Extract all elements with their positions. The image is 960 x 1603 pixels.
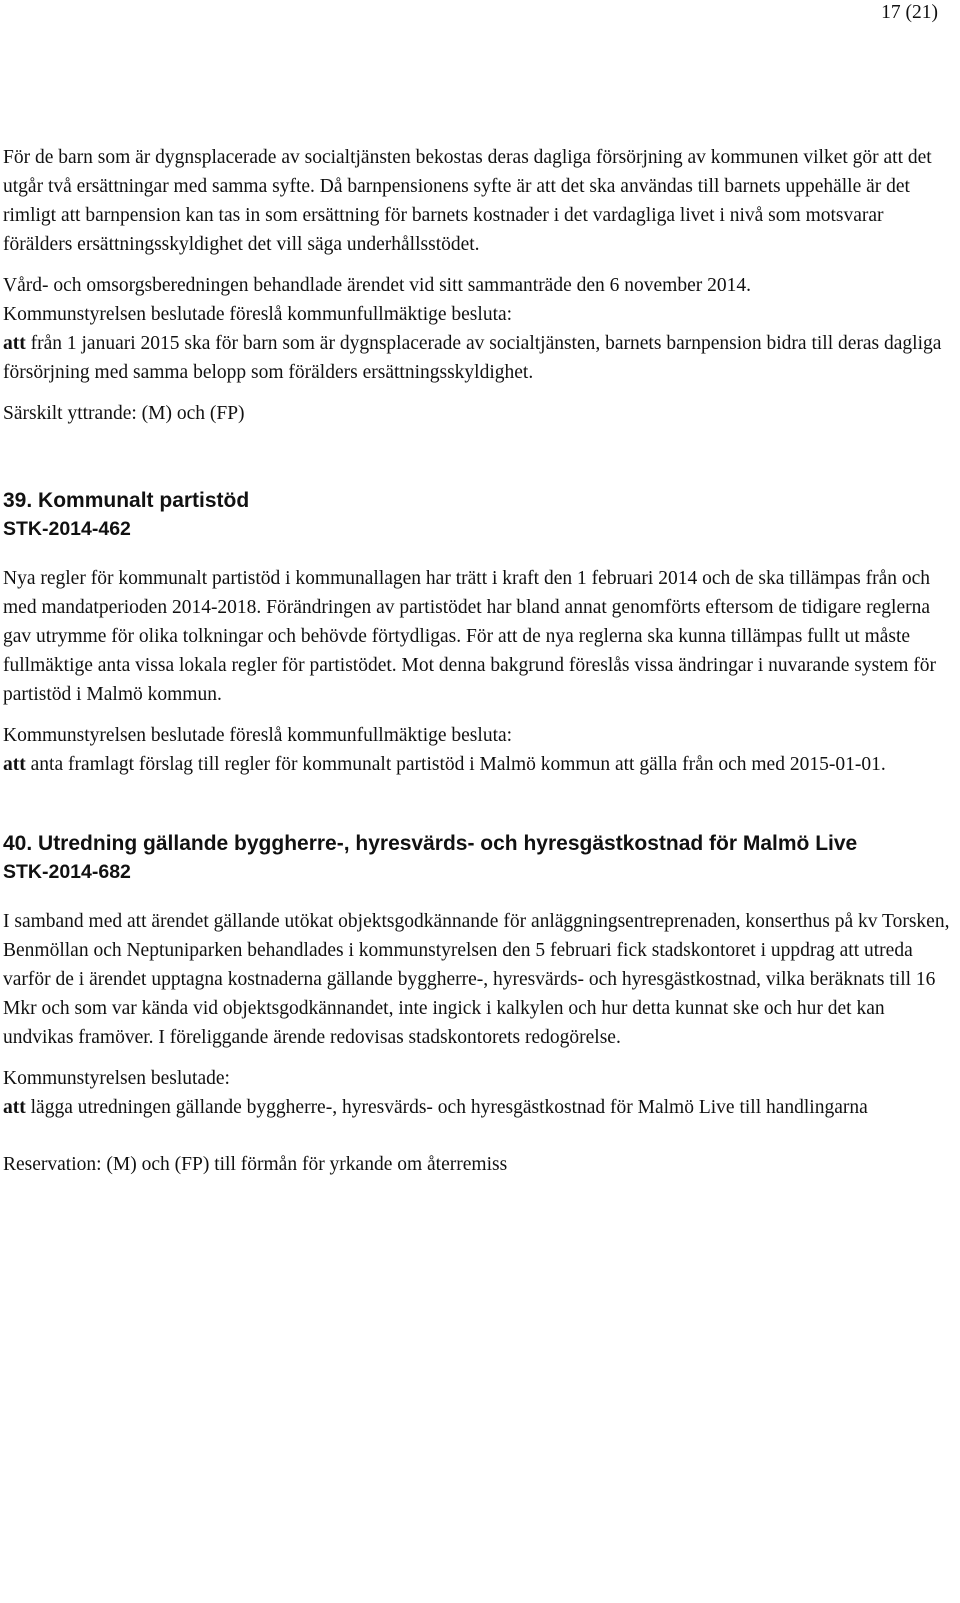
section-title: 39. Kommunalt partistöd	[3, 489, 250, 512]
decision-body: lägga utredningen gällande byggherre-, hyresvärds- och hyresgästkostnad för Malmö Live till handlingarna	[25, 1097, 868, 1118]
att-keyword: att	[3, 754, 26, 775]
section-paragraph: I samband med att ärendet gällande utökat objektsgodkännande för anläggningsentreprenaden, konserthus på kv Torsken, Benmöllan och Neptuniparken behandlades i kommunstyrelsen den 5 februari fick stadskontoret i uppdrag att utreda varför de i ärendet upptagna kostnaderna gällande byggherre-, hyresvärds- och hyresgästkostnad, vilka beräknats till 16 Mkr och som var kända vid objektsgodkännandet, inte ingick i kalkylen och hur detta kunnat ske och hur det kan undvikas framöver. I föreliggande ärende redovisas stadskontorets redogörelse.	[3, 911, 950, 1048]
decision-heading: Kommunstyrelsen beslutade:	[3, 1068, 230, 1089]
decision-heading: Kommunstyrelsen beslutade föreslå kommunfullmäktige besluta:	[3, 725, 513, 746]
decision-text	[3, 750, 955, 779]
section-reference: STK-2014-682	[3, 861, 131, 883]
att-keyword: att	[3, 1097, 26, 1118]
section-39	[3, 486, 955, 779]
document-body	[3, 143, 955, 1179]
special-statement: Särskilt yttrande: (M) och (FP)	[3, 403, 245, 424]
decision-text	[3, 1093, 955, 1122]
reservation: Reservation: (M) och (FP) till förmån för yrkande om återremiss	[3, 1154, 508, 1175]
page-number: 17 (21)	[881, 2, 938, 23]
decision-heading: Kommunstyrelsen beslutade föreslå kommunfullmäktige besluta:	[3, 304, 513, 325]
att-keyword: att	[3, 333, 26, 354]
section-paragraph: Nya regler för kommunalt partistöd i kommunallagen har trätt i kraft den 1 februari 2014 och de ska tillämpas från och med mandatperioden 2014-2018. Förändringen av partistödet har bland annat genomförts eftersom de tidigare reglerna gav utrymme för olika tolkningar och behövde förtydligas. För att de nya reglerna ska kunna tillämpas fullt ut måste fullmäktige anta vissa lokala regler för partistödet. Mot denna bakgrund föreslås vissa ändringar i nuvarande system för partistöd i Malmö kommun.	[3, 568, 937, 705]
section-reference: STK-2014-462	[3, 518, 131, 540]
decision-body: anta framlagt förslag till regler för kommunalt partistöd i Malmö kommun att gälla från och med 2015-01-01.	[25, 754, 886, 775]
intro-paragraph-2: Vård- och omsorgsberedningen behandlade ärendet vid sitt sammanträde den 6 november 2014.	[3, 275, 751, 296]
decision-text	[3, 329, 955, 387]
section-40	[3, 829, 955, 1179]
intro-paragraph-1: För de barn som är dygnsplacerade av socialtjänsten bekostas deras dagliga försörjning av kommunen vilket gör att det utgår två ersättningar med samma syfte. Då barnpensionens syfte är att det ska användas till barnets uppehälle är det rimligt att barnpension kan tas in som ersättning för barnets kostnader i det vardagliga livet i nivå som motsvarar förälders ersättningsskyldighet det vill säga underhållsstödet.	[3, 147, 932, 255]
decision-body: från 1 januari 2015 ska för barn som är dygnsplacerade av socialtjänsten, barnets barnpension bidra till deras dagliga försörjning med samma belopp som förälders ersättningsskyldighet.	[3, 333, 942, 383]
section-title: 40. Utredning gällande byggherre-, hyresvärds- och hyresgästkostnad för Malmö Live	[3, 832, 858, 855]
